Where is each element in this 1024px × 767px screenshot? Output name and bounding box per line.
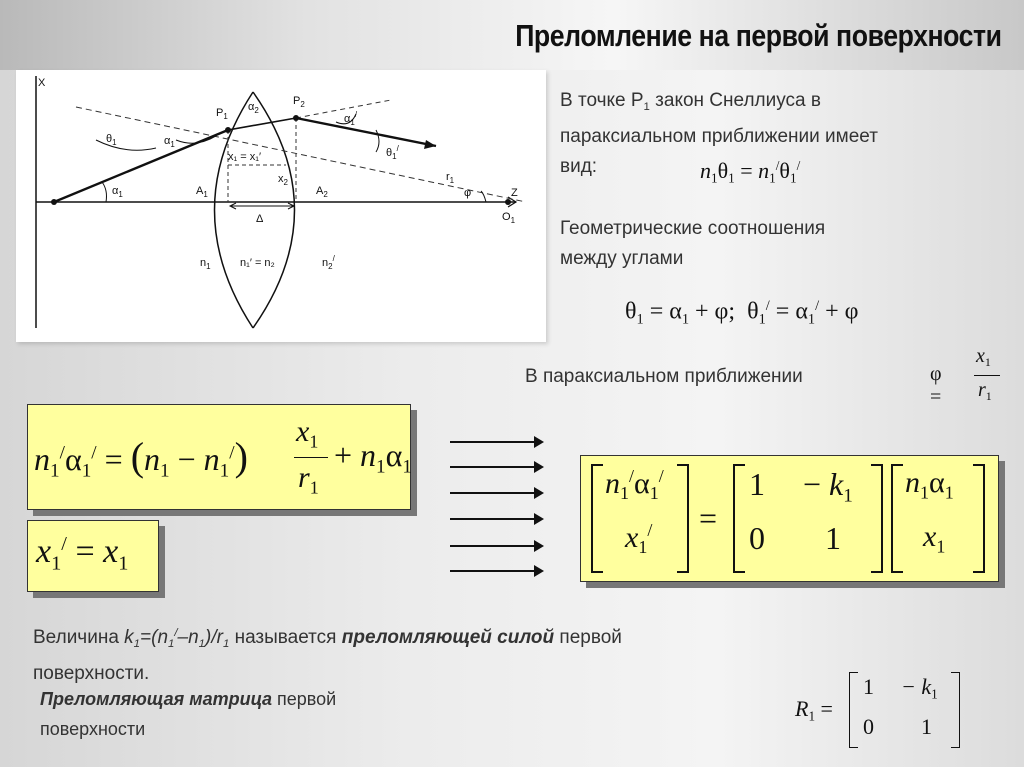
- alpha2-label: $\alpha_2$: [248, 101, 259, 115]
- matrix-a11: 1: [863, 674, 874, 699]
- refraction-matrix-formula: $R_1$ = 1 − $k_1$ 0 1: [795, 670, 985, 750]
- angle-relations-formula: $\theta_1 = \alpha_1 + \varphi$; $\theta_1^/ = \alpha_1^/ + \varphi$: [625, 298, 859, 328]
- snell-formula: $n_1\theta_1 = n_1^/\theta_1^/$: [700, 158, 801, 186]
- phi-label: φ: [464, 187, 472, 199]
- point-o1-label: $O_1$: [502, 211, 516, 225]
- n1-label: $n_1$: [200, 257, 211, 271]
- axis-z-label: Z: [511, 187, 518, 199]
- arrow-4: [450, 518, 542, 520]
- r1-label: $r_1$: [446, 171, 455, 185]
- point-a1-label: $A_1$: [196, 185, 208, 199]
- theta1-label: $\theta_1$: [106, 133, 117, 147]
- axis-x-label: X: [38, 77, 46, 89]
- arrow-2: [450, 466, 542, 468]
- arrow-3: [450, 492, 542, 494]
- alpha1-prime-label: $\alpha_1^/$: [344, 110, 358, 127]
- point-a2-label: $A_2$: [316, 185, 328, 199]
- matrix-a21: 0: [863, 714, 874, 739]
- geometry-text: Геометрические соотношения между углами: [560, 218, 826, 269]
- refraction-matrix-caption: Преломляющая матрица первой поверхности: [40, 689, 337, 739]
- n1p-n2-label: n₁′ = n₂: [240, 257, 275, 269]
- alpha1-top-label: $\alpha_1$: [164, 135, 175, 149]
- lens-diagram: [16, 70, 546, 342]
- refraction-equation-box: $n_1^/\alpha_1^/ = (n_1 - n_1^/)$ $x_1$ $r_1$ + $n_1\alpha_1$: [27, 404, 411, 510]
- x2-label: $x_2$: [278, 173, 288, 187]
- matrix-a12: − $k_1$: [901, 674, 938, 702]
- x-equality-box: $x_1^/ = x_1$: [27, 520, 159, 592]
- arrow-6: [450, 570, 542, 572]
- point-p1-label: $P_1$: [216, 107, 228, 121]
- delta-label: Δ: [256, 213, 264, 225]
- arrow-1: [450, 441, 542, 443]
- snell-intro: В точке $Р_1$ закон Снеллиуса в параксиальном приближении имеет вид:: [560, 90, 878, 177]
- refractive-power-definition: Величина $k_1=(n_1^/-n_1)/r_1$ называется преломляющей силой первой поверхности.: [33, 626, 622, 684]
- matrix-a22: 1: [921, 714, 932, 739]
- lens-diagram-svg: [16, 70, 546, 342]
- theta1-prime-label: $\theta_1^/$: [386, 144, 399, 161]
- paraxial-text: В параксиальном приближении: [525, 366, 803, 387]
- page-title: Преломление на первой поверхности: [515, 18, 1002, 53]
- x1-equality-label: x₁ = x₁′: [228, 151, 262, 163]
- matrix-equation-box: $n_1^/\alpha_1^/$ $x_1^/$ = 1 − $k_1$ 0 1 $n_1\alpha_1$ $x_1$: [580, 455, 999, 582]
- point-p2-label: $P_2$: [293, 95, 305, 109]
- arrow-5: [450, 545, 542, 547]
- n2p-label: $n_2^/$: [322, 254, 335, 271]
- alpha1-left-label: $\alpha_1$: [112, 185, 123, 199]
